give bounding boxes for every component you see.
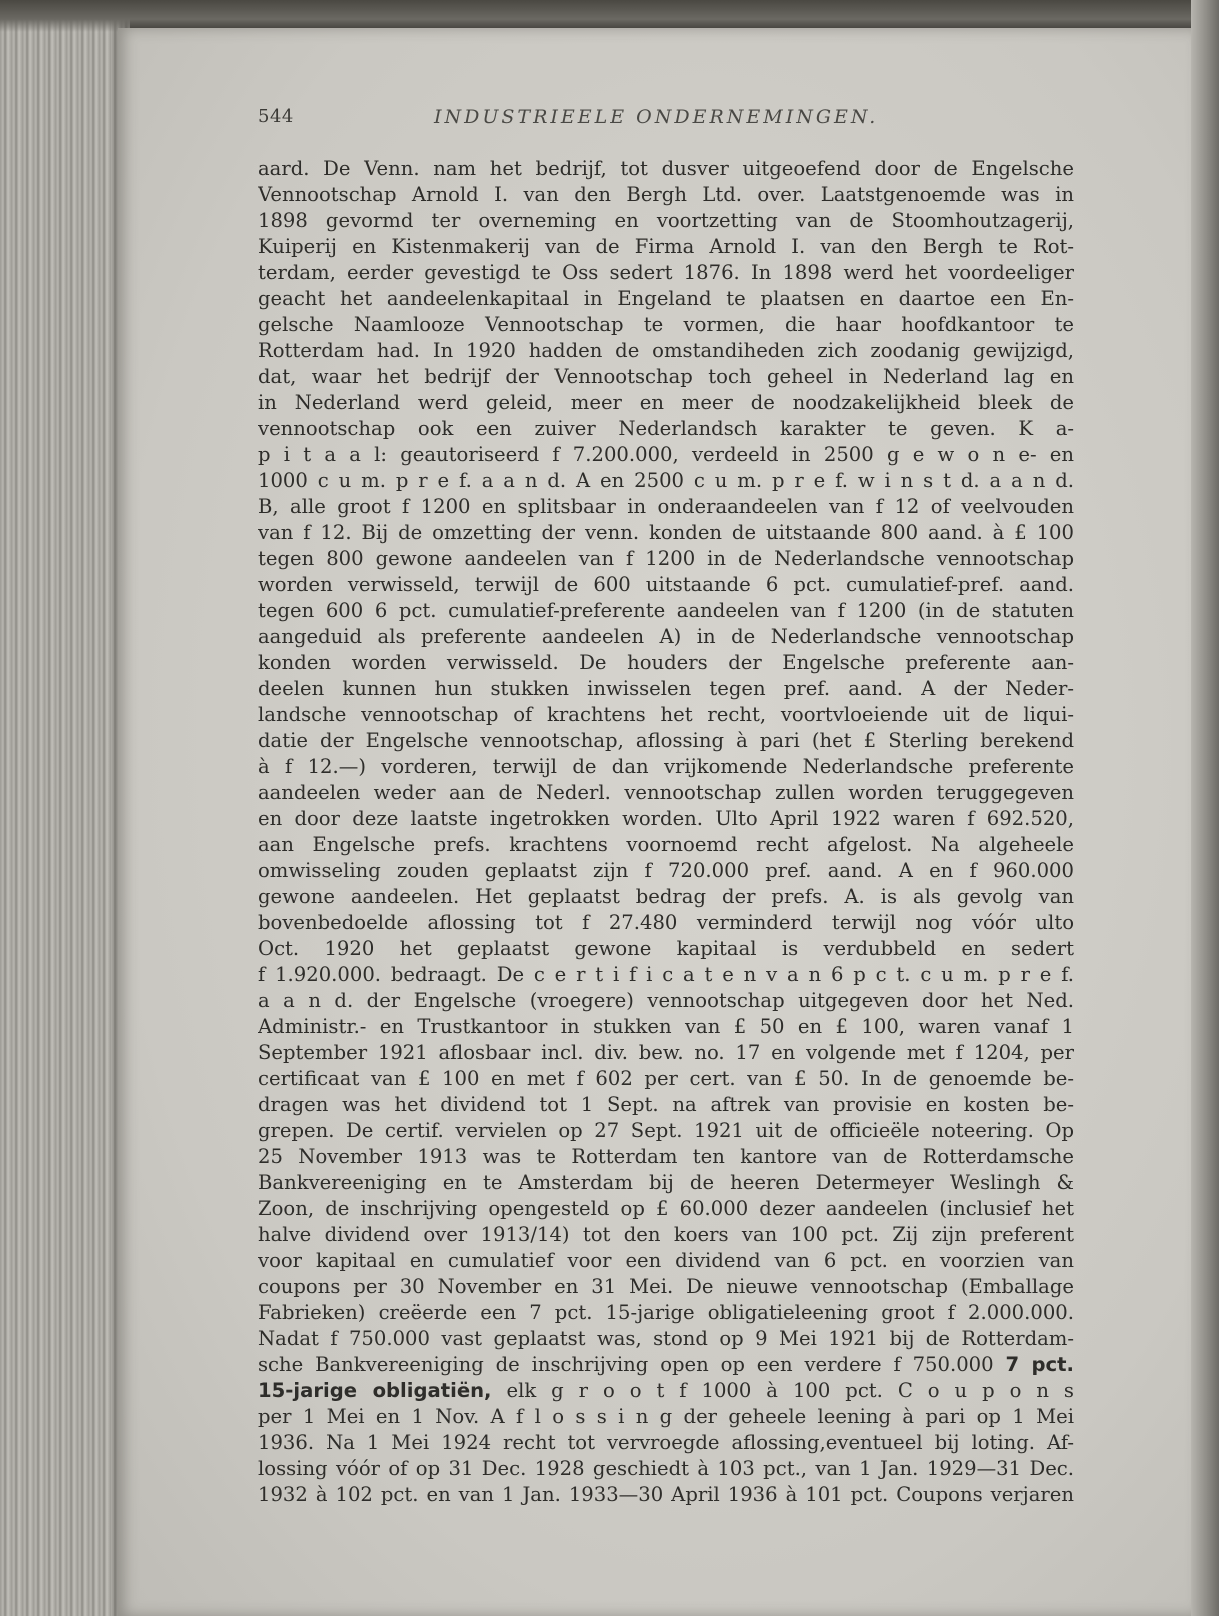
text-line: 1898 gevormd ter overneming en voortzetting van de Stoomhoutzagerij, (258, 209, 1074, 232)
running-title: INDUSTRIEELE ONDERNEMINGEN. (434, 106, 879, 128)
text-line: per 1 Mei en 1 Nov. A f l o s s i n g der geheele leening à pari op 1 Mei (258, 1405, 1074, 1428)
text-line: Vennootschap Arnold I. van den Bergh Ltd. over. Laatstgenoemde was in (258, 183, 1074, 206)
text-line: Nadat f 750.000 vast geplaatst was, stond op 9 Mei 1921 bij de Rotterdam- (258, 1327, 1074, 1350)
text-line: Administr.- en Trustkantoor in stukken van £ 50 en £ 100, waren vanaf 1 (258, 1015, 1074, 1038)
text-line: certificaat van £ 100 en met f 602 per cert. van £ 50. In de genoemde be- (258, 1067, 1074, 1090)
text-line: gewone aandeelen. Het geplaatst bedrag der prefs. A. is als gevolg van (258, 885, 1074, 908)
text-line: 1932 à 102 pct. en van 1 Jan. 1933—30 April 1936 à 101 pct. Coupons verjaren (258, 1483, 1074, 1506)
text-line: coupons per 30 November en 31 Mei. De nieuwe vennootschap (Emballage (258, 1275, 1074, 1298)
text-line-mixed (258, 1352, 1074, 1378)
page-edges (0, 0, 130, 1616)
text-line: Rotterdam had. In 1920 hadden de omstandiheden zich zoodanig gewijzigd, (258, 339, 1074, 362)
text-line: en door deze laatste ingetrokken worden. Ulto April 1922 waren f 692.520, (258, 807, 1074, 830)
text-line: p i t a a l: geautoriseerd f 7.200.000, verdeeld in 2500 g e w o n e- en (258, 443, 1074, 466)
text-line: aard. De Venn. nam het bedrijf, tot dusver uitgeoefend door de Engelsche (258, 157, 1074, 180)
text-line: à f 12.—) vorderen, terwijl de dan vrijkomende Nederlandsche preferente (258, 755, 1074, 778)
text-line: Oct. 1920 het geplaatst gewone kapitaal is verdubbeld en sedert (258, 937, 1074, 960)
text-line: in Nederland werd geleid, meer en meer de noodzakelijkheid bleek de (258, 391, 1074, 414)
text-line: halve dividend over 1913/14) tot den koers van 100 pct. Zij zijn preferent (258, 1223, 1074, 1246)
text-line: a a n d. der Engelsche (vroegere) vennootschap uitgegeven door het Ned. (258, 989, 1074, 1012)
text-line: terdam, eerder gevestigd te Oss sedert 1876. In 1898 werd het voordeeliger (258, 261, 1074, 284)
text-segment: sche Bankvereeniging de inschrijving open op een verdere f 750.000 (258, 1353, 994, 1376)
text-line: dat, waar het bedrijf der Vennootschap toch geheel in Nederland lag en (258, 365, 1074, 388)
text-line: worden verwisseld, terwijl de 600 uitstaande 6 pct. cumulatief-pref. aand. (258, 573, 1074, 596)
text-line: voor kapitaal en cumulatief voor een dividend van 6 pct. en voorzien van (258, 1249, 1074, 1272)
text-line: bovenbedoelde aflossing tot f 27.480 verminderd terwijl nog vóór ulto (258, 911, 1074, 934)
text-line: aangeduid als preferente aandeelen A) in de Nederlandsche vennootschap (258, 625, 1074, 648)
text-line: September 1921 aflosbaar incl. div. bew. no. 17 en volgende met f 1204, per (258, 1041, 1074, 1064)
text-line: Bankvereeniging en te Amsterdam bij de heeren Determeyer Weslingh & (258, 1171, 1074, 1194)
text-line: tegen 600 6 pct. cumulatief-preferente aandeelen van f 1200 (in de statuten (258, 599, 1074, 622)
bold-segment: 7 pct. (1005, 1353, 1074, 1376)
text-line: dragen was het dividend tot 1 Sept. na aftrek van provisie en kosten be- (258, 1093, 1074, 1116)
text-line: 1936. Na 1 Mei 1924 recht tot vervroegde aflossing,eventueel bij loting. Af- (258, 1431, 1074, 1454)
text-line: lossing vóór of op 31 Dec. 1928 geschiedt à 103 pct., van 1 Jan. 1929—31 Dec. (258, 1457, 1074, 1480)
text-line: 1000 c u m. p r e f. a a n d. A en 2500 c u m. p r e f. w i n s t d. a a n d. (258, 469, 1074, 492)
text-line: f 1.920.000. bedraagt. De c e r t i f i c a t e n v a n 6 p c t. c u m. p r e f. (258, 963, 1074, 986)
body-text (258, 156, 1074, 1508)
text-line: aandeelen weder aan de Nederl. vennootschap zullen worden teruggegeven (258, 781, 1074, 804)
page-number: 544 (258, 106, 294, 127)
text-line: omwisseling zouden geplaatst zijn f 720.000 pref. aand. A en f 960.000 (258, 859, 1074, 882)
text-line: konden worden verwisseld. De houders der Engelsche preferente aan- (258, 651, 1074, 674)
right-page-edge (1191, 0, 1219, 1616)
text-line: 25 November 1913 was te Rotterdam ten kantore van de Rotterdamsche (258, 1145, 1074, 1168)
text-segment: elk g r o o t f 1000 à 100 pct. C o u p o n s (506, 1379, 1074, 1402)
text-line-mixed (258, 1378, 1074, 1404)
text-line: Kuiperij en Kistenmakerij van de Firma Arnold I. van den Bergh te Rot- (258, 235, 1074, 258)
text-line: van f 12. Bij de omzetting der venn. konden de uitstaande 800 aand. à £ 100 (258, 521, 1074, 544)
text-line: deelen kunnen hun stukken inwisselen tegen pref. aand. A der Neder- (258, 677, 1074, 700)
text-line: tegen 800 gewone aandeelen van f 1200 in de Nederlandsche vennootschap (258, 547, 1074, 570)
text-line: aan Engelsche prefs. krachtens voornoemd recht afgelost. Na algeheele (258, 833, 1074, 856)
text-line: B, alle groot f 1200 en splitsbaar in onderaandeelen van f 12 of veelvouden (258, 495, 1074, 518)
text-line: datie der Engelsche vennootschap, aflossing à pari (het £ Sterling berekend (258, 729, 1074, 752)
text-line: gelsche Naamlooze Vennootschap te vormen, die haar hoofdkantoor te (258, 313, 1074, 336)
text-line: Zoon, de inschrijving opengesteld op £ 60.000 dezer aandeelen (inclusief het (258, 1197, 1074, 1220)
page-header (258, 106, 1118, 136)
text-line: landsche vennootschap of krachtens het recht, voortvloeiende uit de liqui- (258, 703, 1074, 726)
text-line: grepen. De certif. vervielen op 27 Sept. 1921 uit de officieële noteering. Op (258, 1119, 1074, 1142)
text-line: vennootschap ook een zuiver Nederlandsch karakter te geven. K a- (258, 417, 1074, 440)
text-line: geacht het aandeelenkapitaal in Engeland te plaatsen en daartoe een En- (258, 287, 1074, 310)
bold-segment: 15-jarige obligatiën, (258, 1379, 492, 1402)
text-line: Fabrieken) creëerde een 7 pct. 15-jarige obligatieleening groot f 2.000.000. (258, 1301, 1074, 1324)
